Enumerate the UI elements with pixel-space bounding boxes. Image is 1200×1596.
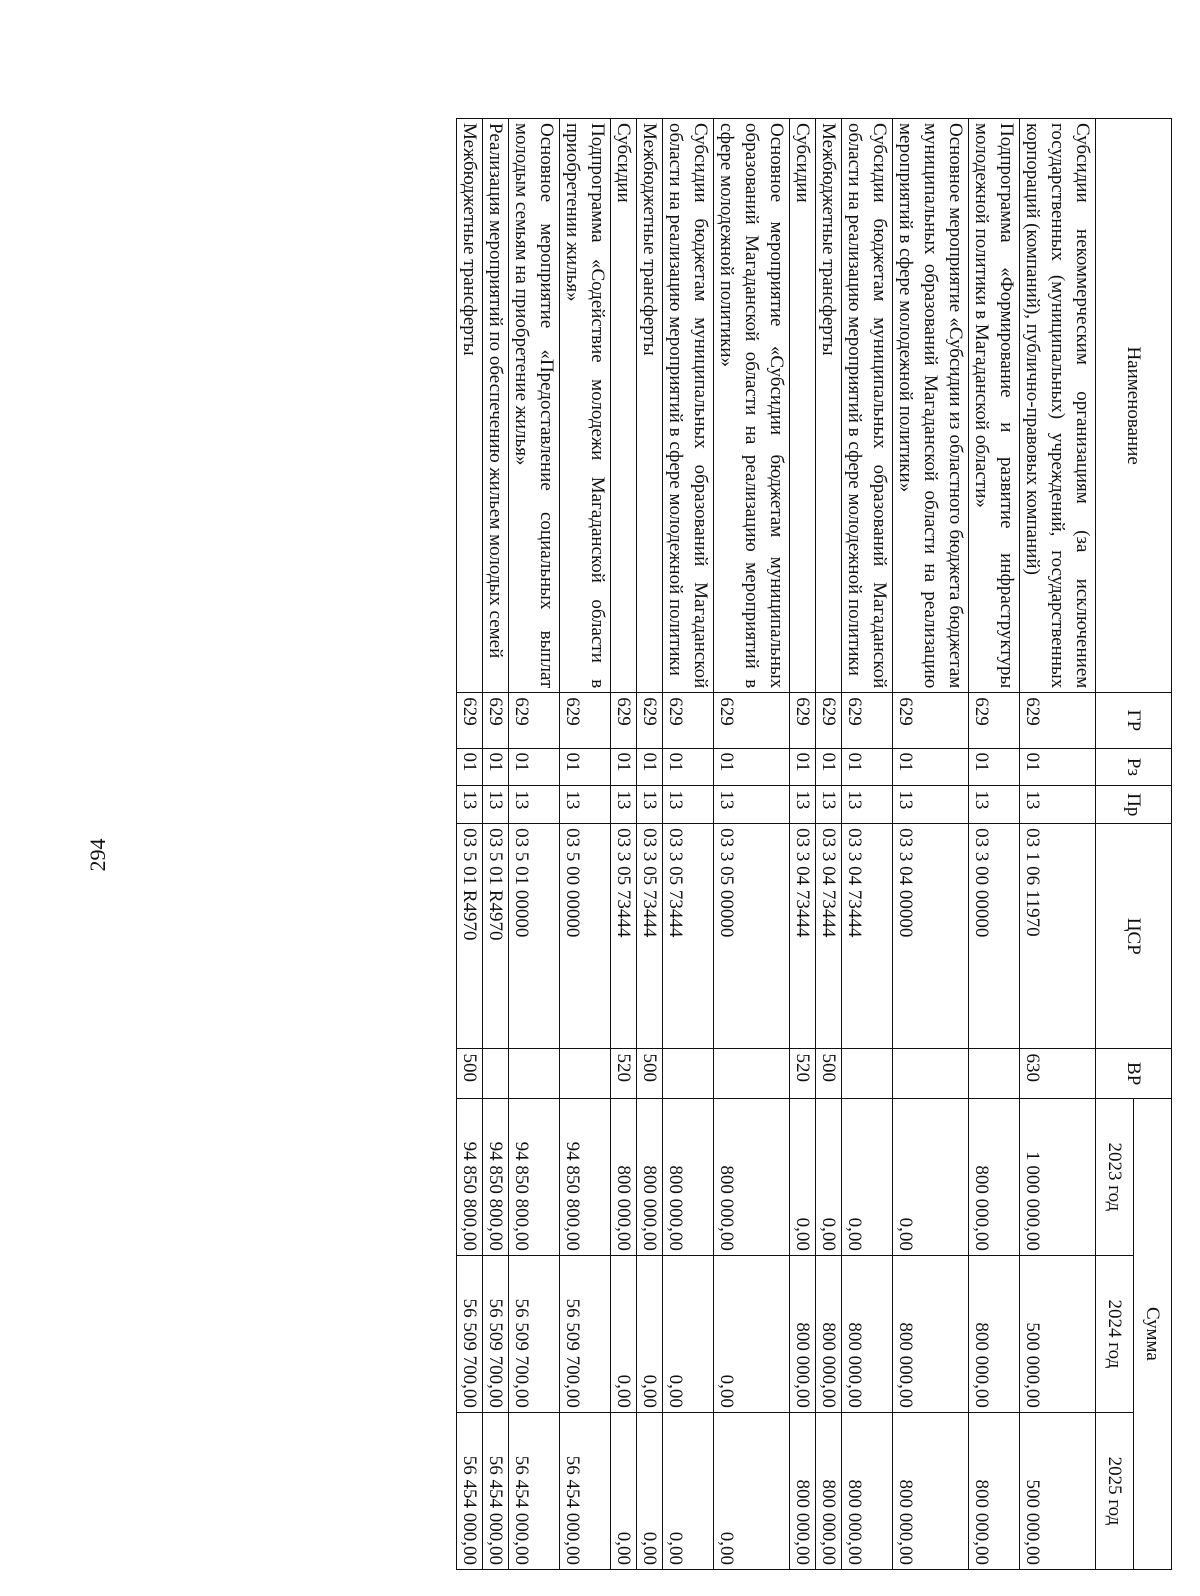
row-gr: 629 <box>790 693 816 748</box>
row-csr: 03 5 01 R4970 <box>457 824 483 1049</box>
row-vr <box>509 1049 560 1098</box>
row-name: Субсидии бюджетам муниципальных образований Магаданской области на реализацию мероприятий в сфере молодежной политики <box>663 119 714 693</box>
row-gr: 629 <box>842 693 893 748</box>
row-pr: 13 <box>790 786 816 824</box>
row-pr: 13 <box>842 786 893 824</box>
row-sum-2024: 0,00 <box>663 1255 714 1412</box>
row-sum-2024: 800 000,00 <box>893 1255 969 1412</box>
row-sum-2025: 800 000,00 <box>842 1412 893 1569</box>
row-gr: 629 <box>611 693 637 748</box>
row-vr <box>969 1049 1020 1098</box>
table-row <box>893 119 969 1570</box>
row-rz: 01 <box>790 748 816 786</box>
table-row <box>560 119 611 1570</box>
row-rz: 01 <box>483 748 509 786</box>
row-vr: 500 <box>816 1049 842 1098</box>
row-csr: 03 3 04 73444 <box>842 824 893 1049</box>
row-pr: 13 <box>816 786 842 824</box>
row-vr <box>663 1049 714 1098</box>
row-name: Основное мероприятие «Предоставление социальных выплат молодым семьям на приобретение жилья» <box>509 119 560 693</box>
header-pr: Пр <box>1096 786 1172 824</box>
row-sum-2023: 800 000,00 <box>714 1098 790 1255</box>
row-gr: 629 <box>663 693 714 748</box>
row-sum-2025: 500 000,00 <box>1020 1412 1096 1569</box>
row-sum-2023: 94 850 800,00 <box>509 1098 560 1255</box>
row-rz: 01 <box>457 748 483 786</box>
row-csr: 03 5 01 00000 <box>509 824 560 1049</box>
row-pr: 13 <box>637 786 663 824</box>
row-csr: 03 3 05 73444 <box>611 824 637 1049</box>
row-csr: 03 3 00 00000 <box>969 824 1020 1049</box>
table-row <box>637 119 663 1570</box>
header-vr: ВР <box>1096 1049 1172 1098</box>
row-rz: 01 <box>611 748 637 786</box>
row-gr: 629 <box>1020 693 1096 748</box>
row-rz: 01 <box>969 748 1020 786</box>
header-csr: ЦСР <box>1096 824 1172 1049</box>
row-rz: 01 <box>714 748 790 786</box>
row-vr: 500 <box>637 1049 663 1098</box>
row-sum-2023: 800 000,00 <box>611 1098 637 1255</box>
row-name: Основное мероприятие «Субсидии бюджетам муниципальных образований Магаданской области на реализацию мероприятий в сфере молодежной политики» <box>714 119 790 693</box>
row-sum-2025: 800 000,00 <box>893 1412 969 1569</box>
row-sum-2024: 56 509 700,00 <box>483 1255 509 1412</box>
row-sum-2025: 56 454 000,00 <box>457 1412 483 1569</box>
row-sum-2025: 0,00 <box>611 1412 637 1569</box>
row-rz: 01 <box>560 748 611 786</box>
row-vr: 500 <box>457 1049 483 1098</box>
table-row <box>842 119 893 1570</box>
row-name: Субсидии <box>611 119 637 693</box>
row-sum-2025: 0,00 <box>663 1412 714 1569</box>
row-name: Межбюджетные трансферты <box>816 119 842 693</box>
page-number: 294 <box>85 838 110 872</box>
row-csr: 03 5 01 R4970 <box>483 824 509 1049</box>
row-name: Субсидии некоммерческим организациям (за исключением государственных (муниципальных) учреждений, государственных корпораций (компаний), публично-правовых компаний) <box>1020 119 1096 693</box>
row-gr: 629 <box>457 693 483 748</box>
row-sum-2024: 800 000,00 <box>842 1255 893 1412</box>
row-sum-2023: 94 850 800,00 <box>560 1098 611 1255</box>
row-pr: 13 <box>457 786 483 824</box>
row-vr: 520 <box>790 1049 816 1098</box>
row-sum-2024: 56 509 700,00 <box>509 1255 560 1412</box>
row-gr: 629 <box>509 693 560 748</box>
row-name: Межбюджетные трансферты <box>457 119 483 693</box>
row-pr: 13 <box>509 786 560 824</box>
row-pr: 13 <box>1020 786 1096 824</box>
row-sum-2025: 56 454 000,00 <box>560 1412 611 1569</box>
row-name: Основное мероприятие «Субсидии из областного бюджета бюджетам муниципальных образований Магаданской области на реализацию мероприятий в сфере молодежной политики» <box>893 119 969 693</box>
row-csr: 03 5 00 00000 <box>560 824 611 1049</box>
row-sum-2024: 0,00 <box>714 1255 790 1412</box>
row-sum-2025: 56 454 000,00 <box>483 1412 509 1569</box>
row-vr <box>483 1049 509 1098</box>
row-gr: 629 <box>483 693 509 748</box>
row-sum-2025: 0,00 <box>637 1412 663 1569</box>
row-pr: 13 <box>663 786 714 824</box>
header-year-2024: 2024 год <box>1096 1255 1134 1412</box>
row-sum-2023: 800 000,00 <box>663 1098 714 1255</box>
header-sum: Сумма <box>1134 1098 1172 1569</box>
row-sum-2023: 0,00 <box>816 1098 842 1255</box>
header-name: Наименование <box>1096 119 1172 693</box>
row-vr <box>560 1049 611 1098</box>
row-pr: 13 <box>483 786 509 824</box>
table-body <box>457 119 1096 1570</box>
row-csr: 03 3 05 73444 <box>663 824 714 1049</box>
table-row <box>714 119 790 1570</box>
row-sum-2024: 0,00 <box>611 1255 637 1412</box>
row-rz: 01 <box>893 748 969 786</box>
row-pr: 13 <box>560 786 611 824</box>
row-rz: 01 <box>842 748 893 786</box>
row-vr: 520 <box>611 1049 637 1098</box>
row-sum-2024: 800 000,00 <box>816 1255 842 1412</box>
row-gr: 629 <box>816 693 842 748</box>
row-csr: 03 3 04 73444 <box>816 824 842 1049</box>
row-csr: 03 3 04 73444 <box>790 824 816 1049</box>
row-sum-2024: 500 000,00 <box>1020 1255 1096 1412</box>
row-sum-2023: 1 000 000,00 <box>1020 1098 1096 1255</box>
row-name: Подпрограмма «Содействие молодежи Магаданской области в приобретении жилья» <box>560 119 611 693</box>
row-csr: 03 1 06 11970 <box>1020 824 1096 1049</box>
row-vr: 630 <box>1020 1049 1096 1098</box>
row-sum-2023: 800 000,00 <box>637 1098 663 1255</box>
row-gr: 629 <box>560 693 611 748</box>
row-sum-2024: 56 509 700,00 <box>560 1255 611 1412</box>
row-sum-2025: 800 000,00 <box>790 1412 816 1569</box>
table-row <box>790 119 816 1570</box>
table-row <box>509 119 560 1570</box>
header-year-2025: 2025 год <box>1096 1412 1134 1569</box>
row-sum-2023: 94 850 800,00 <box>483 1098 509 1255</box>
table-row <box>483 119 509 1570</box>
table-row <box>816 119 842 1570</box>
row-sum-2023: 94 850 800,00 <box>457 1098 483 1255</box>
row-gr: 629 <box>637 693 663 748</box>
row-gr: 629 <box>714 693 790 748</box>
row-name: Межбюджетные трансферты <box>637 119 663 693</box>
row-sum-2023: 0,00 <box>842 1098 893 1255</box>
header-rz: Рз <box>1096 748 1172 786</box>
header-gr: ГР <box>1096 693 1172 748</box>
row-sum-2023: 0,00 <box>893 1098 969 1255</box>
row-sum-2023: 0,00 <box>790 1098 816 1255</box>
row-vr <box>714 1049 790 1098</box>
row-sum-2023: 800 000,00 <box>969 1098 1020 1255</box>
row-sum-2025: 0,00 <box>714 1412 790 1569</box>
row-csr: 03 3 05 00000 <box>714 824 790 1049</box>
row-sum-2025: 800 000,00 <box>816 1412 842 1569</box>
row-name: Реализация мероприятий по обеспечению жильем молодых семей <box>483 119 509 693</box>
row-sum-2024: 0,00 <box>637 1255 663 1412</box>
row-gr: 629 <box>893 693 969 748</box>
row-csr: 03 3 05 73444 <box>637 824 663 1049</box>
row-name: Подпрограмма «Формирование и развитие инфраструктуры молодежной политики в Магаданской области» <box>969 119 1020 693</box>
row-vr <box>893 1049 969 1098</box>
table-row <box>663 119 714 1570</box>
header-year-2023: 2023 год <box>1096 1098 1134 1255</box>
row-vr <box>842 1049 893 1098</box>
row-name: Субсидии бюджетам муниципальных образований Магаданской области на реализацию мероприятий в сфере молодежной политики <box>842 119 893 693</box>
table-row <box>457 119 483 1570</box>
row-gr: 629 <box>969 693 1020 748</box>
row-rz: 01 <box>509 748 560 786</box>
budget-table <box>456 118 1172 1570</box>
row-rz: 01 <box>1020 748 1096 786</box>
table-row <box>1020 119 1096 1570</box>
rotated-page-content <box>232 118 1172 1570</box>
table-row <box>969 119 1020 1570</box>
row-pr: 13 <box>714 786 790 824</box>
row-pr: 13 <box>611 786 637 824</box>
table-row <box>611 119 637 1570</box>
row-rz: 01 <box>663 748 714 786</box>
row-csr: 03 3 04 00000 <box>893 824 969 1049</box>
table-header <box>1096 119 1172 1570</box>
row-rz: 01 <box>816 748 842 786</box>
row-name: Субсидии <box>790 119 816 693</box>
row-pr: 13 <box>969 786 1020 824</box>
row-pr: 13 <box>893 786 969 824</box>
row-sum-2025: 800 000,00 <box>969 1412 1020 1569</box>
row-sum-2025: 56 454 000,00 <box>509 1412 560 1569</box>
row-sum-2024: 800 000,00 <box>790 1255 816 1412</box>
row-rz: 01 <box>637 748 663 786</box>
row-sum-2024: 800 000,00 <box>969 1255 1020 1412</box>
row-sum-2024: 56 509 700,00 <box>457 1255 483 1412</box>
